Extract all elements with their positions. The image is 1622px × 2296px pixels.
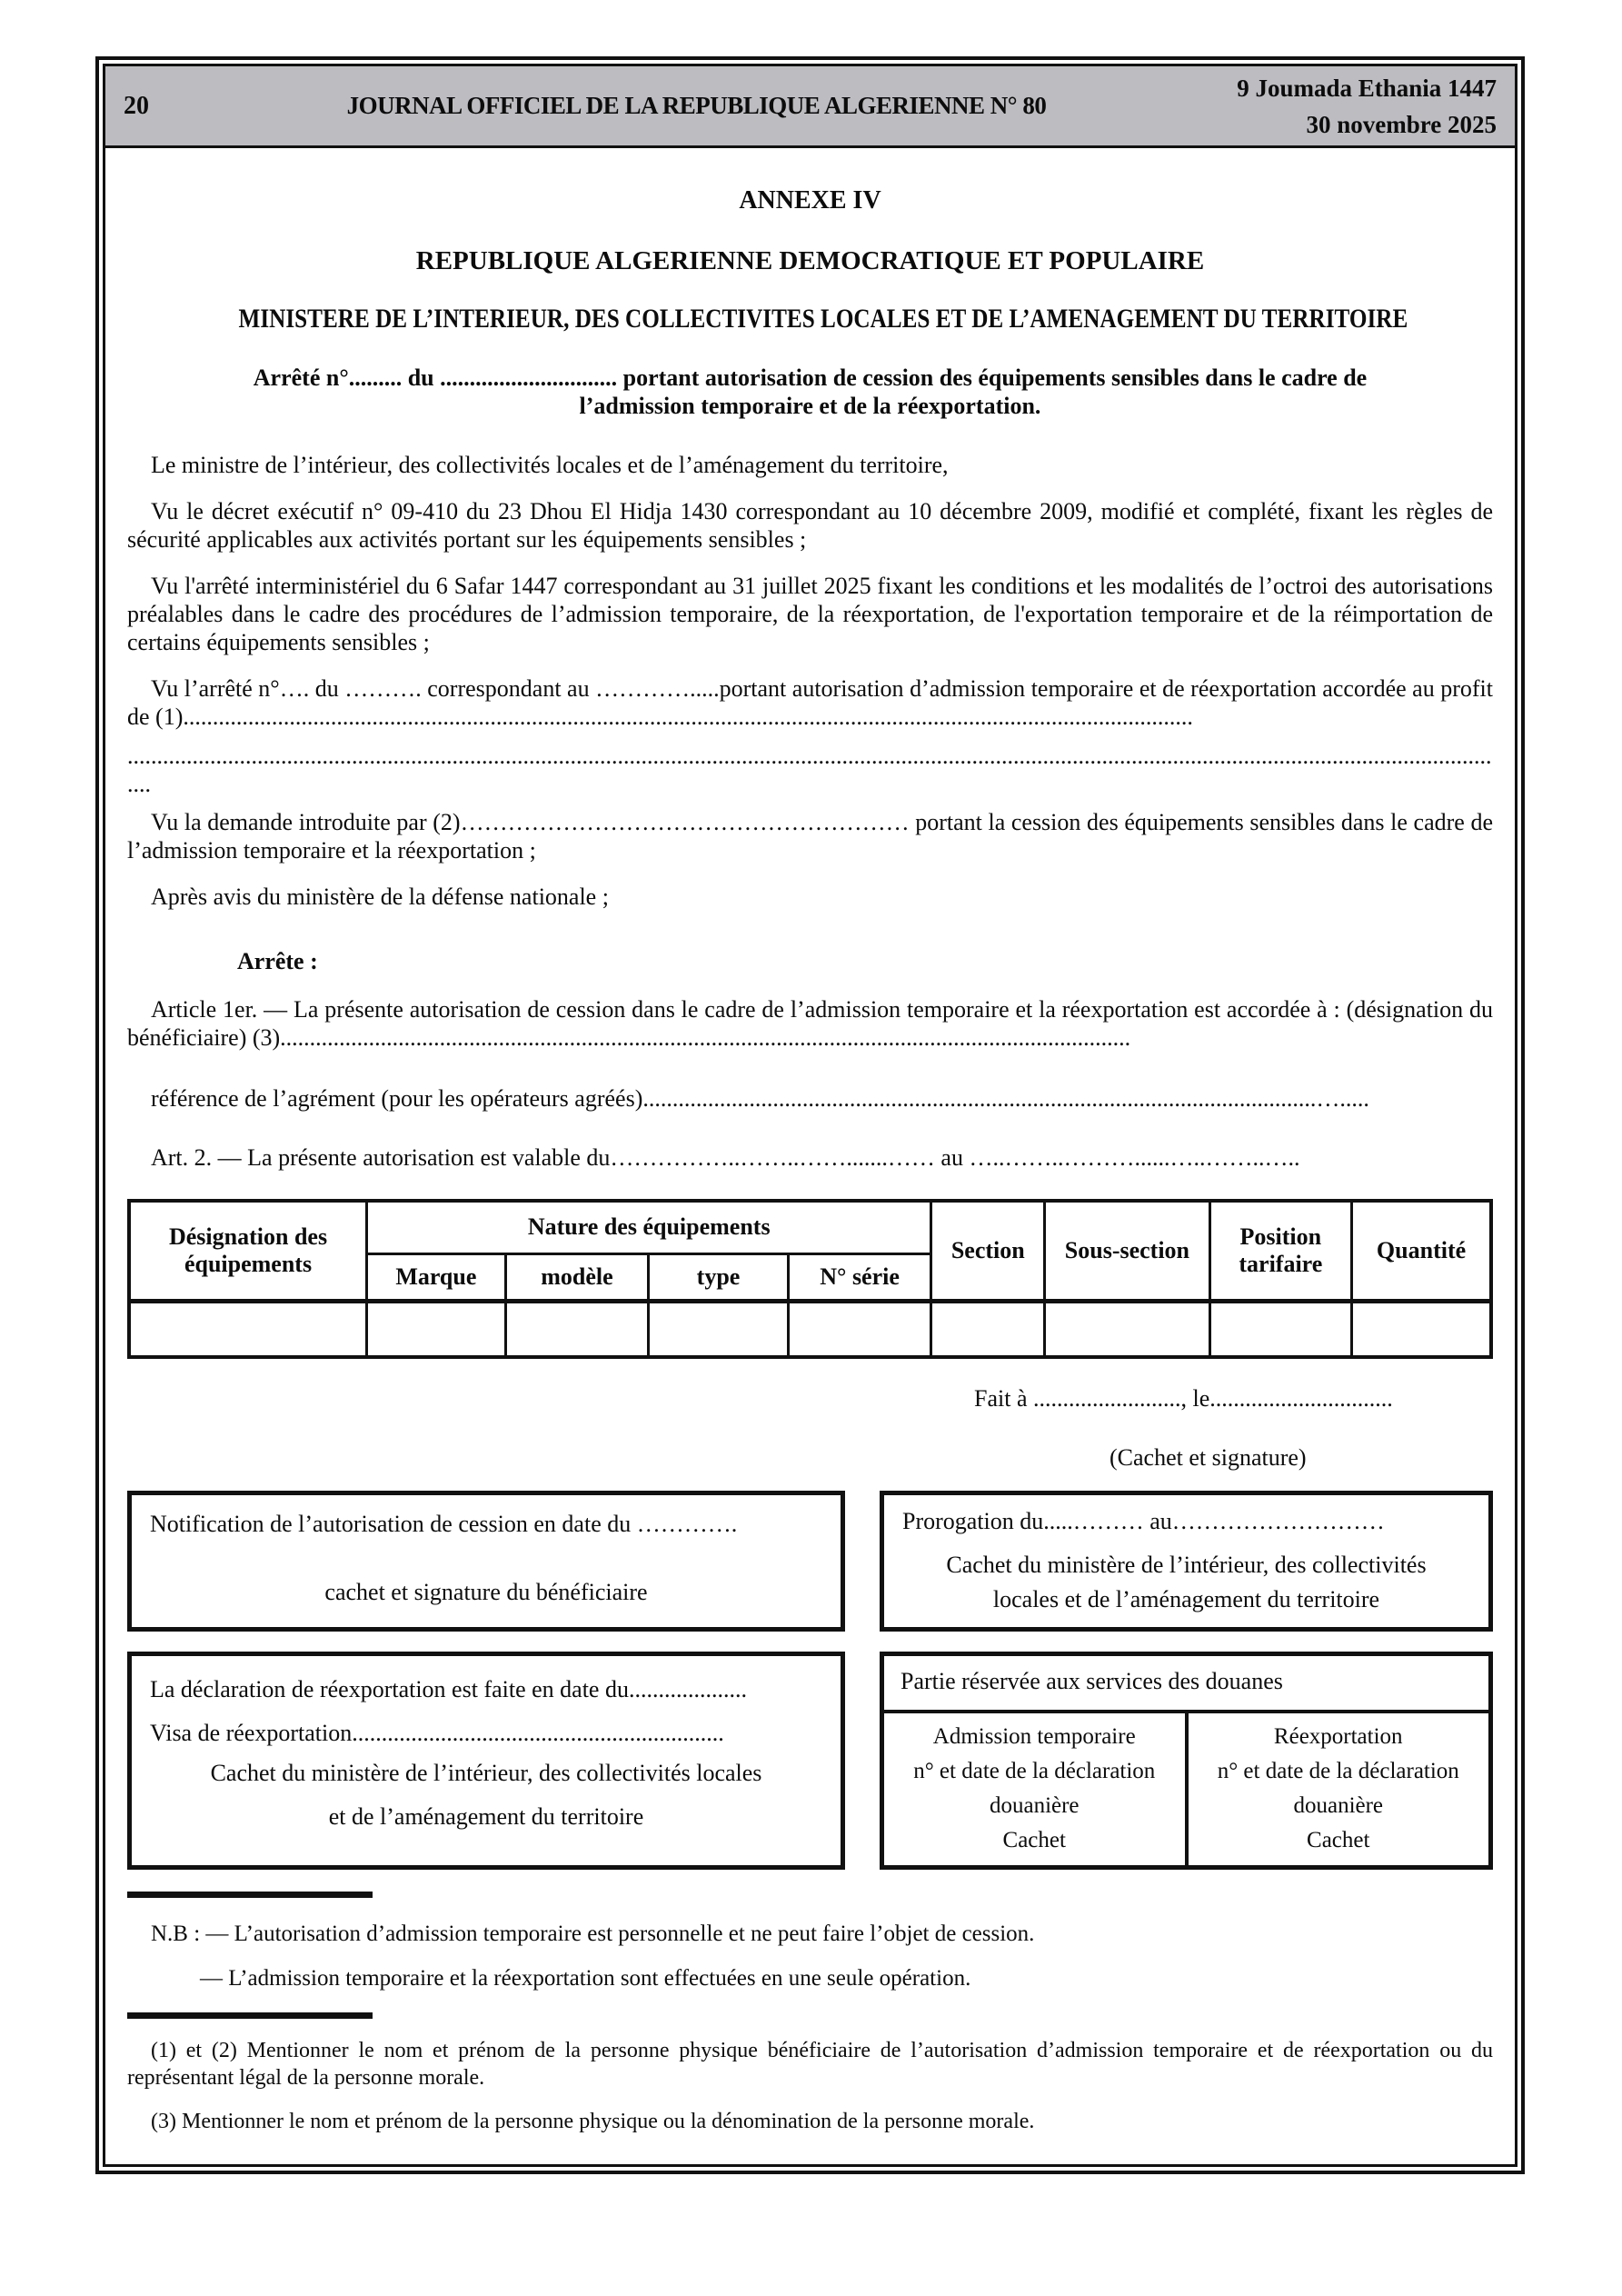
article-2: Art. 2. — La présente autorisation est valable du……………..……..…….......…… au …..……..………......…..……..….. <box>151 1144 1300 1171</box>
page-frame <box>95 56 1525 2174</box>
boxes-row-2 <box>127 1652 1493 1870</box>
col-header-modele: modèle <box>505 1253 649 1301</box>
footnote-1: (1) et (2) Mentionner le nom et prénom de la personne physique bénéficiaire de l’autorisation d’admission temporaire et de réexportation ou du représentant légal de la personne morale. <box>127 2039 1493 2090</box>
paragraph-request-visa: Vu la demande introduite par (2)………………………………………………… portant la cession des équipements sensibles dans le cadre de l’admission temporaire et la réexportation ; <box>127 809 1493 863</box>
table-cell-empty <box>931 1301 1045 1357</box>
footnote-separator-rule <box>127 2012 373 2019</box>
prorogation-line: Prorogation du.....……… au……………………… <box>902 1508 1385 1534</box>
beneficiary-stamp-line: cachet et signature du bénéficiaire <box>324 1579 648 1605</box>
dotted-fill-line: ........................................................................................................................................................................................................................................... <box>127 743 1492 797</box>
visa-reexportation-line: Visa de réexportation............................................................... <box>150 1720 724 1746</box>
nb-note-2: — L’admission temporaire et la réexportation sont effectuées en une seule opération. <box>200 1966 971 1991</box>
page-header <box>105 66 1515 148</box>
paragraph-order-number-visa: Vu l’arrêté n°…. du ………. correspondant au ………….....portant autorisation d’admission temporaire et de réexportation accordée au profit de (1)........................................................................................................................................................................... <box>127 675 1493 730</box>
col-header-serie: N° série <box>788 1253 931 1301</box>
prorogation-box <box>880 1491 1493 1632</box>
agreement-reference-line: référence de l’agrément (pour les opérateurs agréés)..................................................................................................................…..... <box>151 1085 1369 1112</box>
table-cell-empty <box>788 1301 931 1357</box>
notification-box <box>127 1491 845 1632</box>
col-header-section: Section <box>931 1201 1045 1301</box>
customs-box <box>880 1652 1493 1870</box>
article-1: Article 1er. — La présente autorisation de cession dans le cadre de l’admission temporaire et la réexportation est accordée à : (désignation du bénéficiaire) (3)................................................................................................................................................ <box>127 996 1493 1051</box>
table-row-empty <box>129 1301 1491 1357</box>
table-cell-empty <box>129 1301 367 1357</box>
page-number: 20 <box>124 91 149 120</box>
nb-separator-rule <box>127 1892 373 1898</box>
col-group-nature: Nature des équipements <box>367 1201 931 1253</box>
decree-subject <box>127 364 1493 420</box>
journal-title: JOURNAL OFFICIEL DE LA REPUBLIQUE ALGERIENNE N° 80 <box>346 92 1047 119</box>
cachet-signature-line: (Cachet et signature) <box>1110 1444 1307 1471</box>
ministry-title: MINISTERE DE L’INTERIEUR, DES COLLECTIVITES LOCALES ET DE L’AMENAGEMENT DU TERRITOIRE <box>238 304 1408 334</box>
issue-date-hijri: 9 Joumada Ethania 1447 <box>1237 74 1497 102</box>
declaration-date-line: La déclaration de réexportation est faite en date du.................... <box>150 1676 747 1702</box>
fait-a-line: Fait à ........................., le............................... <box>974 1385 1393 1412</box>
table-cell-empty <box>1209 1301 1351 1357</box>
col-header-marque: Marque <box>367 1253 506 1301</box>
notification-line: Notification de l’autorisation de cession en date du …………. <box>150 1511 738 1537</box>
issue-date-gregorian: 30 novembre 2025 <box>1306 110 1497 138</box>
customs-col-reexportation: Réexportation n° et date de la déclaration douanière Cachet <box>1185 1713 1489 1865</box>
ministry-stamp-lines: Cachet du ministère de l’intérieur, des collectivités locales et de l’aménagement du territoire <box>946 1552 1427 1612</box>
issue-dates <box>1197 70 1497 143</box>
annex-title: ANNEXE IV <box>739 186 881 215</box>
footnote-2: (3) Mentionner le nom et prénom de la personne physique ou la dénomination de la personne morale. <box>151 2110 1035 2133</box>
customs-columns <box>884 1713 1488 1865</box>
boxes-row-1 <box>127 1491 1493 1632</box>
customs-col-admission: Admission temporaire n° et date de la déclaration douanière Cachet <box>913 1724 1156 1852</box>
enacting-label: Arrête : <box>237 948 318 974</box>
document-body <box>105 148 1515 2164</box>
paragraph-defense-opinion: Après avis du ministère de la défense nationale ; <box>151 883 609 910</box>
paragraph-decree-visa: Vu le décret exécutif n° 09-410 du 23 Dhou El Hidja 1430 correspondant au 10 décembre 2009, modifié et complété, fixant les règles de sécurité applicables aux activités portant sur les équipements sensibles ; <box>127 498 1493 553</box>
decree-subject-line2: l’admission temporaire et de la réexportation. <box>579 393 1041 419</box>
table-cell-empty <box>505 1301 649 1357</box>
table-cell-empty <box>367 1301 506 1357</box>
equipment-table <box>127 1199 1493 1359</box>
reexport-declaration-box <box>127 1652 845 1870</box>
customs-box-title: Partie réservée aux services des douanes <box>884 1656 1488 1713</box>
table-cell-empty <box>1045 1301 1209 1357</box>
paragraph-interministerial-visa: Vu l'arrêté interministériel du 6 Safar 1447 correspondant au 31 juillet 2025 fixant les conditions et les modalités de l’octroi des autorisations préalables dans le cadre des procédures de l’admission temporaire, de la réexportation, de l'exportation temporaire et de la réimportation de certains équipements sensibles ; <box>127 573 1493 655</box>
col-header-type: type <box>649 1253 789 1301</box>
col-header-designation: Désignation des équipements <box>129 1201 367 1301</box>
table-cell-empty <box>1352 1301 1491 1357</box>
republic-title: REPUBLIQUE ALGERIENNE DEMOCRATIQUE ET POPULAIRE <box>415 246 1205 275</box>
nb-note-1: N.B : — L’autorisation d’admission temporaire est personnelle et ne peut faire l’objet de cession. <box>151 1922 1035 1946</box>
col-header-sous-section: Sous-section <box>1045 1201 1209 1301</box>
table-cell-empty <box>649 1301 789 1357</box>
col-header-quantite: Quantité <box>1352 1201 1491 1301</box>
paragraph-minister: Le ministre de l’intérieur, des collectivités locales et de l’aménagement du territoire, <box>151 452 949 478</box>
ministry-stamp-lines: Cachet du ministère de l’intérieur, des collectivités locales et de l’aménagement du territoire <box>210 1760 762 1830</box>
col-header-position-tarifaire: Position tarifaire <box>1209 1201 1351 1301</box>
decree-subject-line1: Arrêté n°......... du .............................. portant autorisation de cession des équipements sensibles dans le cadre de <box>253 364 1368 391</box>
page-frame-inner <box>103 64 1518 2167</box>
